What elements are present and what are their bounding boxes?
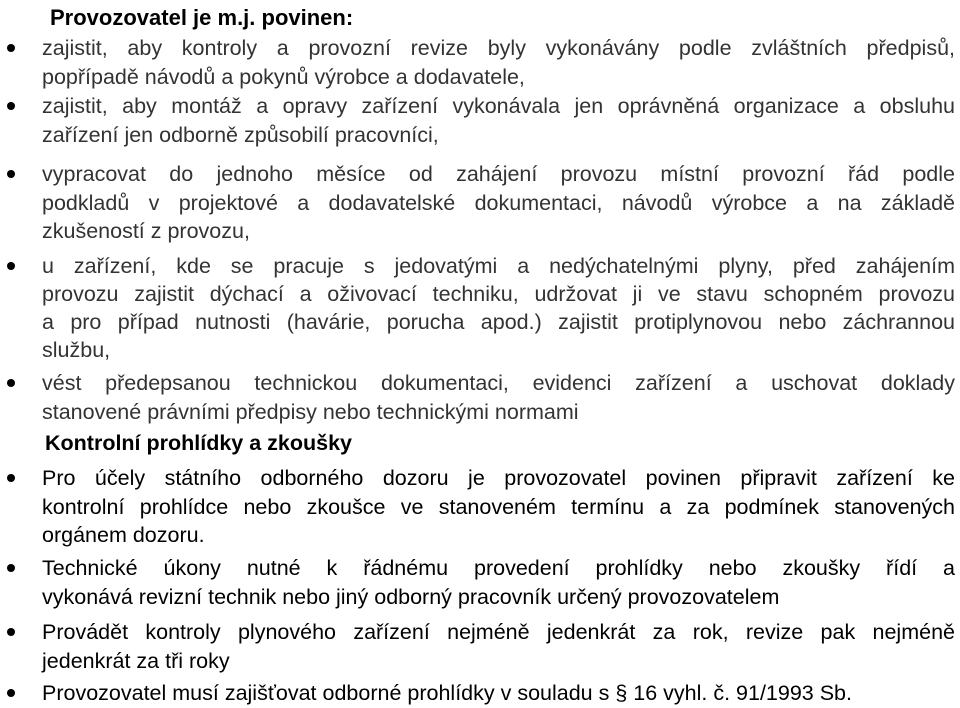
bullet-icon	[7, 170, 15, 178]
list-item-text	[42, 252, 955, 364]
text-line: stanovené právními předpisy nebo technickými normami	[42, 399, 579, 424]
text-line: vést předepsanou technickou dokumentaci, evidenci zařízení a uschovat doklady	[42, 371, 955, 395]
list-item-text	[42, 369, 955, 426]
text-line: Provádět kontroly plynového zařízení nejméně jedenkrát za rok, revize pak nejméně	[42, 620, 955, 644]
bullet-icon	[7, 474, 15, 482]
text-line: Technické úkony nutné k řádnému provedení prohlídky nebo zkoušky řídí a	[42, 556, 955, 580]
list-item-text	[42, 34, 955, 91]
text-line: provozu zajistit dýchací a oživovací techniku, udržovat ji ve stavu schopném provozu	[42, 282, 955, 306]
bullet-icon	[7, 44, 15, 52]
list-item-text	[42, 92, 955, 149]
list-item-text	[42, 464, 955, 550]
text-line: vykonává revizní technik nebo jiný odborný pracovník určený provozovatelem	[42, 584, 780, 609]
text-line: službu,	[42, 338, 111, 362]
text-line: popřípadě návodů a pokynů výrobce a dodavatele,	[42, 64, 525, 89]
text-line: zajistit, aby kontroly a provozní revize byly vykonávány podle zvláštních předpisů,	[42, 36, 955, 60]
bullet-icon	[7, 102, 15, 110]
text-line: zkušeností z provozu,	[42, 219, 250, 244]
text-line: zajistit, aby montáž a opravy zařízení vykonávala jen oprávněná organizace a obsluhu	[42, 94, 955, 118]
section-heading-inspections: Kontrolní prohlídky a zkoušky	[45, 431, 353, 455]
text-line: Provozovatel musí zajišťovat odborné prohlídky v souladu s § 16 vyhl. č. 91/1993 Sb.	[42, 681, 852, 705]
bullet-icon	[7, 262, 15, 270]
text-line: vypracovat do jednoho měsíce od zahájení provozu místní provozní řád podle	[42, 162, 955, 186]
bullet-icon	[7, 628, 15, 636]
list-item-text	[42, 618, 955, 675]
list-item-text	[42, 160, 955, 246]
text-line: zařízení jen odborně způsobilí pracovníci,	[42, 122, 439, 147]
bullet-icon	[7, 689, 15, 697]
bullet-icon	[7, 564, 15, 572]
text-line: Pro účely státního odborného dozoru je provozovatel povinen připravit zařízení ke	[42, 466, 955, 490]
text-line: u zařízení, kde se pracuje s jedovatými a nedýchatelnými plyny, před zahájením	[42, 254, 955, 278]
text-line: jedenkrát za tři roky	[42, 648, 230, 673]
list-item-text	[42, 679, 955, 708]
text-line: a pro případ nutnosti (havárie, porucha apod.) zajistit protiplynovou nebo záchrannou	[42, 310, 955, 334]
text-line: kontrolní prohlídce nebo zkoušce ve stanoveném termínu a za podmínek stanovených	[42, 494, 955, 519]
text-line: podkladů v projektové a dodavatelské dokumentaci, návodů výrobce a na základě	[42, 190, 955, 215]
list-item-text	[42, 554, 955, 611]
bullet-icon	[7, 379, 15, 387]
text-line: orgánem dozoru.	[42, 523, 205, 548]
section-heading-operator-duties: Provozovatel je m.j. povinen:	[50, 5, 354, 30]
